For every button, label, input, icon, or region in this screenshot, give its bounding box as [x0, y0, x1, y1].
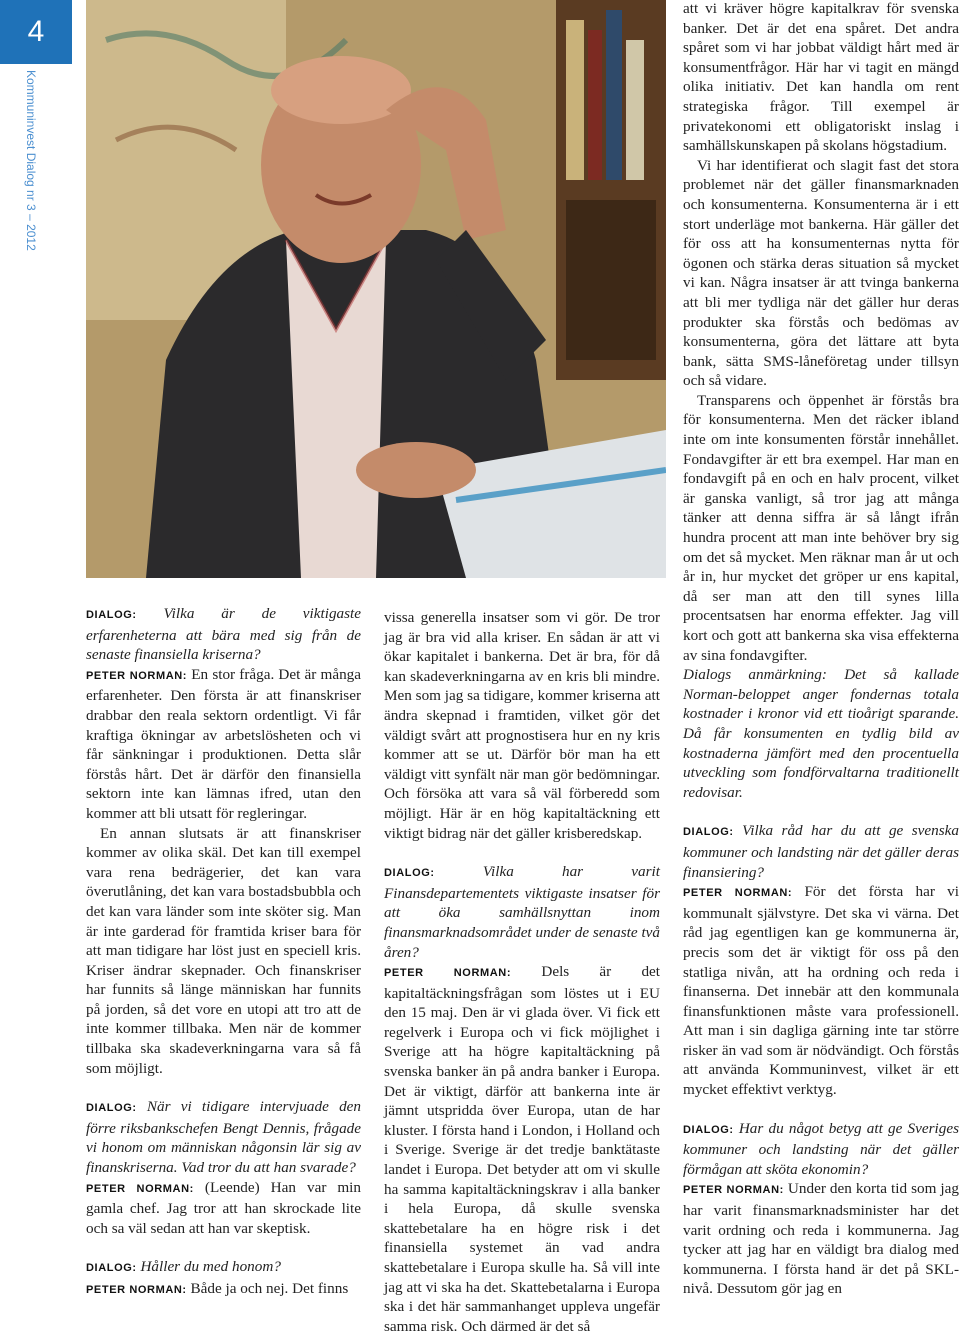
- question-text: Vilka råd har du att ge svenska kommuner och landsting när det gäller deras finansiering?: [683, 822, 960, 881]
- speaker-label: PETER NORMAN:: [86, 1284, 187, 1296]
- answer-text: Under den korta tid som jag har varit finansmarknadsminister har det varit ordning och reda i kommunerna. Jag tycker att jag har en väldigt bra dialog med kommunerna. I första hand är det på SKL-nivå. Dessutom gör jag en: [683, 1180, 959, 1298]
- portrait-photo: [86, 0, 666, 578]
- question-1: [86, 604, 361, 665]
- question-text: Vilka är de viktigaste erfarenheterna att bära med sig från de senaste finansiella kriserna?: [86, 605, 362, 664]
- paragraph: En annan slutsats är att finanskriser kommer av olika skäl. Det kan till exempel vara rena bedrägerier, det kan vara överutlåning, det kan vara bostadsbubbla och det kan vara länder som inte sköter sig. Man är inte garderad för framtida kriser bara för att man tidigare har löst just en speciell kris. Kriser ändrar skepnader. Och finanskriser har funnits så länge människan har funnits på jorden, så det vore en utopi att tro att de inte kommer tillbaka. Men när de kommer tillbaka ska skadeverkningarna vara så få som möjligt.: [86, 824, 361, 1077]
- speaker-label: PETER NORMAN:: [86, 1182, 194, 1195]
- dialog-label: DIALOG:: [384, 867, 435, 880]
- answer-2: [86, 1178, 361, 1239]
- speaker-label: PETER NORMAN:: [384, 967, 512, 980]
- question-3: [86, 1257, 361, 1279]
- column-3: [683, 0, 959, 1299]
- paragraph: vissa generella insatser som vi gör. De tror jag är bra vid alla kriser. En sådan är att vi ökar kapitalet i bankerna. Det är bra, för då kan skadeverkningarna av en kris bli mindre. Men som jag sa tidigare, kommer kriserna att ändra skepnad i framtiden, vilket gör det väldigt svårt att prognostisera hur en ny kris kommer att se ut. Därför bör man ha ett väldigt vitt synfält när man gör bedömningar. Och försöka att vara så väl förberedd som möjligt. Här är en hög kapitaltäckning ett viktigt bidrag när det gäller krisberedskap.: [384, 609, 660, 842]
- dialog-label: DIALOG:: [86, 609, 137, 621]
- question-text: När vi tidigare intervjuade den förre riksbankschefen Bengt Dennis, frågade vi honom om människan någonsin lär sig av finanskriserna. Vad tror du att han svarade?: [86, 1098, 362, 1177]
- question-2: [86, 1097, 361, 1177]
- answer-3: [86, 1279, 361, 1301]
- question-text: Vilka har varit Finansdepartementets viktigaste insatser för att öka samhällsnyttan inom finansmarknadsområdet under de senaste två åren?: [384, 863, 660, 961]
- question-text: Håller du med honom?: [140, 1258, 281, 1276]
- page-number: 4: [0, 0, 72, 64]
- editor-note: Dialogs anmärkning: Det så kallade Norman-beloppet anger fondernas totala kostnader i kronor vid ett tioårigt sparande. Då får konsumenten en tydlig bild av kostnaderna jämfört med den procentuella utveckling som fondförvaltarna traditionellt redovisar.: [683, 666, 959, 801]
- paragraph: Transparens och öppenhet är förstås bra för konsumenterna. Men det räcker ibland inte om inte konsumenten förstår innehållet. Fondavgifter är ett bra exempel. Har man en fondavgift på en och en halv procent, vilket är ganska vanligt, så tror jag att många tänker att denna siffra är så långt ifrån hundra procent att man inte behöver bry sig om det så mycket. Men räknar man år ut och år in, hur mycket det gröper ur ens kapital, då ser man att den till synes lilla procentsatsen har enorma effekter. Jag vill kort och gott att bankerna ska visa effekterna av sina fondavgifter.: [683, 391, 959, 664]
- answer-text: (Leende) Han var min gamla chef. Jag tror att han skrockade lite och sa väl sedan att han var skeptisk.: [86, 1178, 361, 1237]
- answer-text: Dels är det kapitaltäckningsfrågan som löstes ut i EU den 15 maj. Den är vi glada över. Vi fick ett regelverk i Europa och vi fick möjlighet i Sverige att ha högre kapitaltäckning på svenska banker än på andra banker i Europa. Det är viktigt, därför att bankerna inte är jämnt utspridda över Europa, utan de har kluster. I första hand i London, i Holland och i Sverige. Sverige är det tredje banktätaste landet i Europa. Det betyder att om vi skulle ha samma kapitaltäckningskrav i alla banker i hela Europa, då skulle svenska skattebetalare ha en högre risk i det finansiella systemet än vad andra skattebetalare i Europa skulle ha. Så vill inte jag att vi ska ha det. Skattebetalarna i Europa ska i det här sammanhanget uppleva ungefär samma risk. Och därmed är det så: [384, 963, 660, 1335]
- answer-1: [86, 665, 361, 824]
- answer-text: För det första har vi kommunalt självstyre. Det ska vi värna. Det råd jag egentligen kan ge kommunerna är, precis som det är viktigt för oss på den statliga nivån, att ha ordning och reda i finanserna. Det innebär att den kommunala finansfunktionen måste vara professionell. Att man i sin dagliga gärning inte tar större risker än vad som är nödvändigt. Och förstås att använda Kommuninvest, vilket är ett mycket effektivt verktyg.: [683, 883, 959, 1099]
- answer-4: [384, 962, 660, 1336]
- answer-6: [683, 1179, 959, 1299]
- question-5: [683, 821, 959, 882]
- side-tab: [0, 0, 72, 1309]
- speaker-label: PETER NORMAN:: [683, 887, 793, 900]
- question-4: [384, 862, 660, 962]
- question-text: Har du något betyg att ge Sveriges kommuner och landsting när det gäller förmågan att sköta ekonomin?: [683, 1119, 959, 1178]
- running-head-text: Kommuninvest Dialog nr 3 – 2012: [24, 70, 38, 251]
- portrait-illustration: [86, 0, 666, 578]
- paragraph: Vi har identifierat och slagit fast det stora problemet när det gäller finansmarknaden och konsumenterna. Konsumenterna är i ett stort underläge mot bankerna. Här gäller det för oss att ha konsumenternas nytta för ögonen och stärka deras situation så mycket vi kan. Några insatser är att tvinga bankerna att bli mer tydliga när det gäller hur deras produkter ska förstås och bedömas av konsumenterna, göra det lättare att byta bank, sätta SMS-låneföretag under tillsyn och så vidare.: [683, 156, 959, 390]
- running-head: [26, 70, 44, 370]
- paragraph: att vi kräver högre kapitalkrav för svenska banker. Det är det ena spåret. Det andra spåret som vi har jobbat väldigt hårt med är konsumentfrågor. Här har vi tagit en mängd olika initiativ. Det kan handla om rent strategiska frågor. Till exempel är privatekonomi ett obligatoriskt inslag i samhällskunskapen på skolans högstadium.: [683, 0, 959, 155]
- answer-5: [683, 882, 959, 1100]
- answer-text: En stor fråga. Det är många erfarenheter. Den första är att finanskriser drabbar den reala sektorn ordentligt. Vi får kraftiga ökningar av arbetslösheten och vi får sänkningar i produktionen. Detta slår förstås hårt. Det är därför den finansiella sektorn inte kan lämnas ifred, utan den kommer att bli utsatt för regleringar.: [86, 665, 361, 822]
- dialog-label: DIALOG:: [683, 826, 734, 839]
- dialog-label: DIALOG:: [86, 1102, 137, 1115]
- dialog-label: DIALOG:: [86, 1262, 137, 1275]
- column-2: [384, 608, 660, 1336]
- answer-text: Både ja och nej. Det finns: [190, 1280, 349, 1297]
- question-6: [683, 1119, 959, 1180]
- speaker-label: PETER NORMAN:: [683, 1184, 784, 1197]
- column-1: [86, 604, 361, 1301]
- speaker-label: PETER NORMAN:: [86, 669, 188, 682]
- dialog-label: DIALOG:: [683, 1123, 734, 1136]
